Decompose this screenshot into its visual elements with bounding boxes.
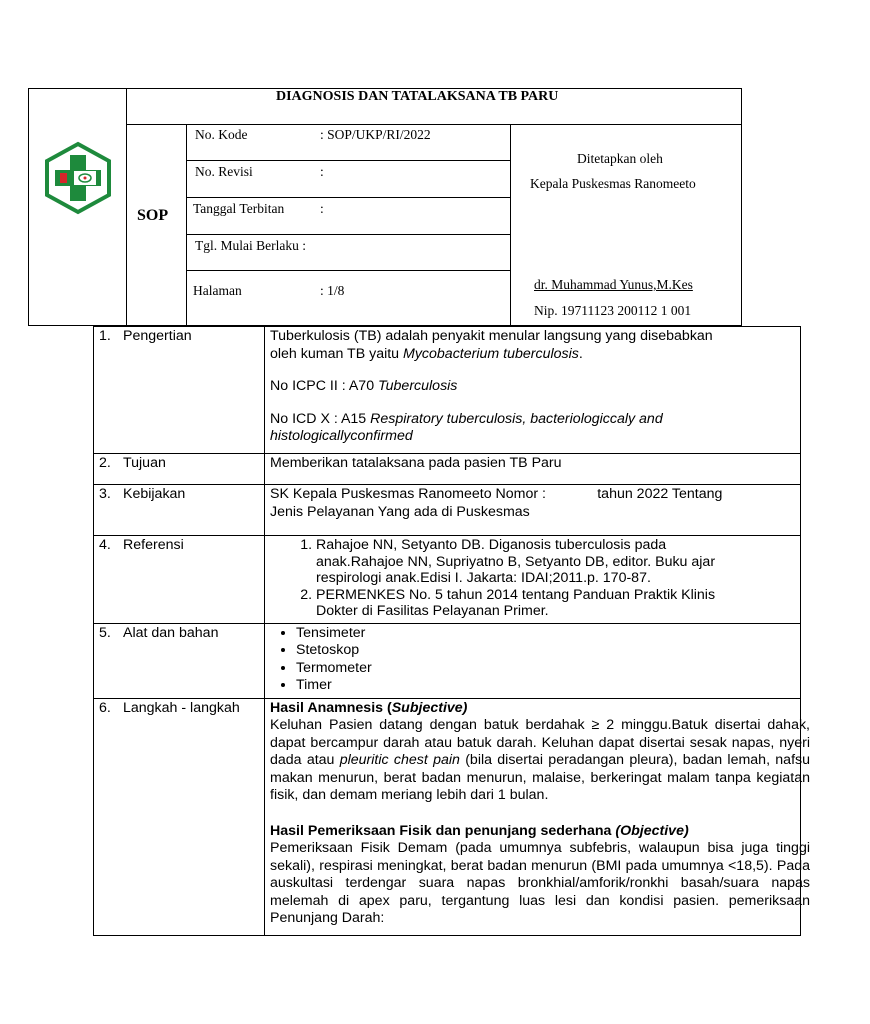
field-value-halaman: : 1/8	[320, 283, 345, 298]
section-label	[94, 698, 265, 935]
alat-list	[270, 625, 800, 695]
sop-content-table	[93, 326, 810, 936]
section-content	[265, 485, 801, 536]
section-label	[94, 485, 265, 536]
field-value-revisi: :	[320, 164, 324, 179]
list-item: 2. PERMENKES No. 5 tahun 2014 tentang Panduan Praktik Klinis Dokter di Fasilitas Pelayanan Primer.	[316, 587, 756, 620]
pengertian-p2: oleh kuman TB yaitu Mycobacterium tuberculosis.	[270, 345, 583, 362]
pemeriksaan-heading: Hasil Pemeriksaan Fisik dan penunjang sederhana (Objective)	[270, 822, 689, 839]
section-label-text: Referensi	[123, 537, 184, 553]
section-label-text: Tujuan	[123, 455, 166, 471]
approval-signer: dr. Muhammad Yunus,M.Kes	[534, 277, 693, 292]
section-number: 6.	[99, 699, 111, 716]
header-divider	[510, 124, 511, 326]
section-label	[94, 623, 265, 698]
table-row	[94, 536, 801, 624]
table-row	[94, 454, 801, 485]
header-divider	[126, 124, 742, 125]
puskesmas-logo	[44, 142, 112, 214]
puskesmas-logo-icon	[44, 142, 112, 214]
pengertian-p1: Tuberkulosis (TB) adalah penyakit menular langsung yang disebabkan	[270, 328, 713, 344]
approval-nip: Nip. 19711123 200112 1 001	[534, 303, 692, 318]
document-title: DIAGNOSIS DAN TATALAKSANA TB PARU	[276, 89, 559, 104]
list-item: • Stetoskop	[296, 642, 800, 660]
section-number: 4.	[99, 537, 111, 553]
section-content	[265, 536, 801, 624]
header-divider	[186, 234, 510, 235]
section-label-text: Alat dan bahan	[123, 624, 219, 641]
approval-line1: Ditetapkan oleh	[577, 151, 663, 166]
field-label-kode: No. Kode	[195, 127, 248, 142]
section-number: 5.	[99, 624, 111, 641]
kebijakan-line2: Jenis Pelayanan Yang ada di Puskesmas	[270, 503, 530, 520]
kebijakan-line1: SK Kepala Puskesmas Ranomeeto Nomor : tahun 2022 Tentang	[270, 486, 723, 502]
list-item: • Timer	[296, 677, 800, 695]
header-divider	[186, 197, 510, 198]
section-number: 3.	[99, 486, 111, 502]
section-label-text: Kebijakan	[123, 486, 186, 502]
field-label-revisi: No. Revisi	[195, 164, 253, 179]
field-value-terbitan: :	[320, 201, 324, 216]
anamnesis-text: Keluhan Pasien datang dengan batuk berdahak ≥ 2 minggu.Batuk disertai dahak, dapat bercampur darah atau batuk darah. Keluhan dapat disertai sesak napas, nyeri dada atau pleuritic chest pain (bila disertai peradangan pleura), badan lemah, nafsu makan menurun, berat badan menurun, malaise, berkeringat malam tanpa kegiatan fisik, dan demam meriang lebih dari 1 bulan.	[270, 717, 810, 803]
table-row	[94, 485, 801, 536]
approval-line2: Kepala Puskesmas Ranomeeto	[530, 176, 696, 191]
field-label-halaman: Halaman	[193, 283, 242, 298]
table-row	[94, 623, 801, 698]
list-item: 1. Rahajoe NN, Setyanto DB. Diganosis tuberculosis pada anak.Rahajoe NN, Supriyatno B, Setyanto DB, editor. Buku ajar respirologi anak.Edisi I. Jakarta: IDAI;2011.p. 170-87.	[316, 537, 756, 587]
list-item: • Tensimeter	[296, 625, 800, 643]
table-row	[94, 327, 801, 454]
section-number: 1.	[99, 328, 111, 344]
field-label-terbitan: Tanggal Terbitan	[193, 201, 285, 216]
field-label-berlaku: Tgl. Mulai Berlaku :	[195, 238, 306, 253]
sop-label: SOP	[137, 207, 169, 224]
section-content	[265, 623, 801, 698]
anamnesis-heading: Hasil Anamnesis (Subjective)	[270, 699, 468, 716]
section-number: 2.	[99, 455, 111, 471]
pemeriksaan-text: Pemeriksaan Fisik Demam (pada umumnya subfebris, walaupun bisa juga tinggi sekali), respirasi meningkat, berat badan menurun (BMI pada umumnya <18,5). Pada auskultasi terdengar suara napas bronkhial/amforik/ronkhi basah/suara napas melemah di apex paru, tergantung luas lesi dan kondisi pasien. pemeriksaan Penunjang Darah:	[270, 840, 810, 926]
header-divider	[186, 124, 187, 326]
header-divider	[186, 160, 510, 161]
section-content	[265, 454, 801, 485]
header-divider	[186, 270, 510, 271]
section-content	[265, 327, 801, 454]
field-value-kode: : SOP/UKP/RI/2022	[320, 127, 431, 142]
icpc-code: No ICPC II : A70 Tuberculosis	[270, 378, 458, 394]
table-row	[94, 698, 801, 935]
list-item: • Termometer	[296, 660, 800, 678]
section-content	[265, 698, 810, 935]
referensi-list	[270, 537, 756, 620]
section-label	[94, 536, 265, 624]
section-label-text: Pengertian	[123, 328, 192, 344]
section-label	[94, 454, 265, 485]
section-label-text: Langkah - langkah	[123, 699, 240, 716]
section-label	[94, 327, 265, 454]
icd-code: No ICD X : A15 Respiratory tuberculosis, bacteriologiccaly and histologicallyconfirmed	[270, 410, 663, 444]
tujuan-text: Memberikan tatalaksana pada pasien TB Paru	[270, 455, 562, 471]
